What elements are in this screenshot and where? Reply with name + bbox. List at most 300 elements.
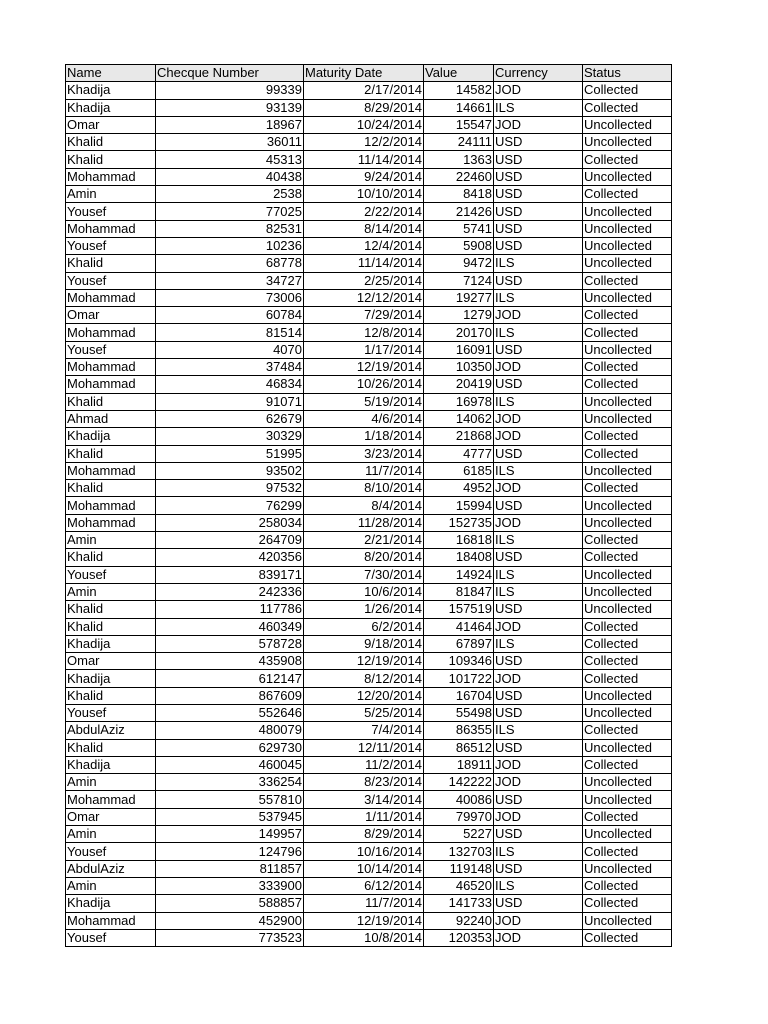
maturity-date-cell: 12/4/2014 [304,237,424,254]
cheque-number-cell: 839171 [156,566,304,583]
name-cell: Mohammad [66,220,156,237]
table-row [66,549,672,566]
cheque-number-cell: 60784 [156,307,304,324]
currency-cell: ILS [494,289,583,306]
table-row [66,220,672,237]
status-cell: Uncollected [583,739,672,756]
status-cell: Uncollected [583,237,672,254]
status-cell: Uncollected [583,220,672,237]
currency-cell: USD [494,739,583,756]
name-cell: Amin [66,532,156,549]
currency-cell: USD [494,704,583,721]
value-cell: 55498 [424,704,494,721]
value-cell: 101722 [424,670,494,687]
cheque-number-cell: 612147 [156,670,304,687]
table-body [66,82,672,947]
currency-cell: USD [494,220,583,237]
cheque-number-cell: 73006 [156,289,304,306]
currency-cell: USD [494,826,583,843]
column-header-status: Status [583,65,672,82]
maturity-date-cell: 1/17/2014 [304,341,424,358]
status-cell: Uncollected [583,704,672,721]
table-row [66,912,672,929]
maturity-date-cell: 8/14/2014 [304,220,424,237]
maturity-date-cell: 12/8/2014 [304,324,424,341]
name-cell: Yousef [66,566,156,583]
value-cell: 86512 [424,739,494,756]
value-cell: 4777 [424,445,494,462]
name-cell: Khadija [66,895,156,912]
value-cell: 5227 [424,826,494,843]
currency-cell: USD [494,341,583,358]
name-cell: Khalid [66,134,156,151]
value-cell: 142222 [424,774,494,791]
currency-cell: ILS [494,99,583,116]
value-cell: 1363 [424,151,494,168]
maturity-date-cell: 3/23/2014 [304,445,424,462]
table-row [66,445,672,462]
currency-cell: ILS [494,566,583,583]
status-cell: Collected [583,635,672,652]
table-row [66,359,672,376]
value-cell: 109346 [424,653,494,670]
currency-cell: ILS [494,583,583,600]
maturity-date-cell: 12/19/2014 [304,359,424,376]
value-cell: 21868 [424,428,494,445]
value-cell: 20170 [424,324,494,341]
currency-cell: JOD [494,670,583,687]
currency-cell: USD [494,134,583,151]
status-cell: Uncollected [583,289,672,306]
value-cell: 10350 [424,359,494,376]
cheque-number-cell: 51995 [156,445,304,462]
maturity-date-cell: 10/6/2014 [304,583,424,600]
table-row [66,635,672,652]
table-row [66,99,672,116]
maturity-date-cell: 2/21/2014 [304,532,424,549]
name-cell: Khadija [66,635,156,652]
cheque-number-cell: 2538 [156,186,304,203]
table-row [66,82,672,99]
status-cell: Uncollected [583,134,672,151]
cheque-number-cell: 460045 [156,756,304,773]
table-row [66,566,672,583]
table-row [66,929,672,946]
cheque-number-cell: 46834 [156,376,304,393]
table-row [66,722,672,739]
cheque-number-cell: 420356 [156,549,304,566]
currency-cell: USD [494,445,583,462]
status-cell: Collected [583,756,672,773]
name-cell: Khalid [66,618,156,635]
value-cell: 16091 [424,341,494,358]
column-header-currency: Currency [494,65,583,82]
name-cell: Mohammad [66,324,156,341]
maturity-date-cell: 8/20/2014 [304,549,424,566]
name-cell: AbdulAziz [66,722,156,739]
value-cell: 41464 [424,618,494,635]
maturity-date-cell: 8/23/2014 [304,774,424,791]
status-cell: Collected [583,151,672,168]
name-cell: Mohammad [66,168,156,185]
value-cell: 14582 [424,82,494,99]
currency-cell: USD [494,497,583,514]
name-cell: Mohammad [66,497,156,514]
name-cell: Khadija [66,82,156,99]
cheque-number-cell: 93139 [156,99,304,116]
status-cell: Collected [583,722,672,739]
table-row [66,653,672,670]
name-cell: Khalid [66,393,156,410]
currency-cell: ILS [494,877,583,894]
currency-cell: USD [494,653,583,670]
name-cell: Amin [66,877,156,894]
name-cell: Mohammad [66,912,156,929]
value-cell: 24111 [424,134,494,151]
status-cell: Collected [583,480,672,497]
table-row [66,289,672,306]
currency-cell: JOD [494,480,583,497]
name-cell: Mohammad [66,514,156,531]
status-cell: Uncollected [583,601,672,618]
table-row [66,203,672,220]
name-cell: Yousef [66,203,156,220]
table-row [66,410,672,427]
maturity-date-cell: 1/11/2014 [304,808,424,825]
name-cell: Khalid [66,255,156,272]
status-cell: Collected [583,324,672,341]
currency-cell: ILS [494,532,583,549]
value-cell: 14661 [424,99,494,116]
status-cell: Collected [583,877,672,894]
name-cell: Khadija [66,428,156,445]
maturity-date-cell: 10/16/2014 [304,843,424,860]
currency-cell: ILS [494,635,583,652]
status-cell: Collected [583,895,672,912]
currency-cell: JOD [494,929,583,946]
value-cell: 4952 [424,480,494,497]
table-row [66,237,672,254]
cheque-number-cell: 578728 [156,635,304,652]
name-cell: Khalid [66,480,156,497]
maturity-date-cell: 2/22/2014 [304,203,424,220]
status-cell: Uncollected [583,116,672,133]
maturity-date-cell: 7/29/2014 [304,307,424,324]
cheque-number-cell: 81514 [156,324,304,341]
status-cell: Collected [583,653,672,670]
maturity-date-cell: 11/7/2014 [304,462,424,479]
status-cell: Collected [583,99,672,116]
value-cell: 86355 [424,722,494,739]
table-row [66,687,672,704]
table-row [66,307,672,324]
cheque-number-cell: 460349 [156,618,304,635]
value-cell: 81847 [424,583,494,600]
status-cell: Uncollected [583,462,672,479]
name-cell: Mohammad [66,791,156,808]
table-row [66,826,672,843]
table-row [66,116,672,133]
maturity-date-cell: 10/8/2014 [304,929,424,946]
cheque-number-cell: 76299 [156,497,304,514]
name-cell: Khalid [66,151,156,168]
maturity-date-cell: 5/19/2014 [304,393,424,410]
status-cell: Collected [583,359,672,376]
value-cell: 5741 [424,220,494,237]
table-row [66,808,672,825]
name-cell: Khalid [66,739,156,756]
maturity-date-cell: 12/19/2014 [304,653,424,670]
status-cell: Collected [583,808,672,825]
value-cell: 14062 [424,410,494,427]
cheque-number-cell: 117786 [156,601,304,618]
value-cell: 157519 [424,601,494,618]
maturity-date-cell: 10/10/2014 [304,186,424,203]
table-row [66,462,672,479]
status-cell: Collected [583,532,672,549]
value-cell: 1279 [424,307,494,324]
name-cell: Omar [66,808,156,825]
value-cell: 120353 [424,929,494,946]
maturity-date-cell: 10/24/2014 [304,116,424,133]
status-cell: Collected [583,549,672,566]
cheque-number-cell: 18967 [156,116,304,133]
table-row [66,376,672,393]
currency-cell: ILS [494,393,583,410]
table-row [66,532,672,549]
name-cell: Khalid [66,601,156,618]
maturity-date-cell: 12/2/2014 [304,134,424,151]
cheque-number-cell: 149957 [156,826,304,843]
status-cell: Collected [583,445,672,462]
table-row [66,341,672,358]
currency-cell: USD [494,601,583,618]
currency-cell: JOD [494,359,583,376]
status-cell: Uncollected [583,791,672,808]
currency-cell: ILS [494,255,583,272]
maturity-date-cell: 7/30/2014 [304,566,424,583]
name-cell: Amin [66,774,156,791]
cheque-number-cell: 124796 [156,843,304,860]
table-row [66,255,672,272]
maturity-date-cell: 9/24/2014 [304,168,424,185]
status-cell: Uncollected [583,687,672,704]
value-cell: 152735 [424,514,494,531]
value-cell: 141733 [424,895,494,912]
cheque-number-cell: 552646 [156,704,304,721]
cheque-number-cell: 452900 [156,912,304,929]
table-row [66,583,672,600]
table-row [66,739,672,756]
currency-cell: USD [494,237,583,254]
currency-cell: USD [494,791,583,808]
maturity-date-cell: 8/4/2014 [304,497,424,514]
name-cell: Khalid [66,687,156,704]
maturity-date-cell: 12/19/2014 [304,912,424,929]
value-cell: 19277 [424,289,494,306]
cheque-number-cell: 97532 [156,480,304,497]
value-cell: 16704 [424,687,494,704]
value-cell: 22460 [424,168,494,185]
status-cell: Uncollected [583,583,672,600]
maturity-date-cell: 10/26/2014 [304,376,424,393]
currency-cell: ILS [494,722,583,739]
currency-cell: JOD [494,116,583,133]
currency-cell: JOD [494,618,583,635]
currency-cell: USD [494,151,583,168]
name-cell: Mohammad [66,462,156,479]
header-row [66,65,672,82]
currency-cell: ILS [494,462,583,479]
name-cell: Yousef [66,272,156,289]
maturity-date-cell: 2/25/2014 [304,272,424,289]
table-row [66,514,672,531]
table-row [66,774,672,791]
currency-cell: USD [494,203,583,220]
currency-cell: USD [494,272,583,289]
currency-cell: JOD [494,514,583,531]
column-header-cheque-number: Checque Number [156,65,304,82]
table-row [66,134,672,151]
currency-cell: USD [494,168,583,185]
name-cell: AbdulAziz [66,860,156,877]
status-cell: Uncollected [583,255,672,272]
value-cell: 119148 [424,860,494,877]
currency-cell: ILS [494,843,583,860]
cheque-number-cell: 435908 [156,653,304,670]
maturity-date-cell: 12/20/2014 [304,687,424,704]
status-cell: Uncollected [583,912,672,929]
maturity-date-cell: 11/28/2014 [304,514,424,531]
value-cell: 18911 [424,756,494,773]
table-row [66,393,672,410]
maturity-date-cell: 11/2/2014 [304,756,424,773]
cheque-number-cell: 629730 [156,739,304,756]
name-cell: Yousef [66,704,156,721]
value-cell: 16978 [424,393,494,410]
maturity-date-cell: 11/7/2014 [304,895,424,912]
value-cell: 92240 [424,912,494,929]
currency-cell: ILS [494,324,583,341]
cheque-number-cell: 264709 [156,532,304,549]
name-cell: Yousef [66,929,156,946]
value-cell: 132703 [424,843,494,860]
cheque-number-cell: 10236 [156,237,304,254]
status-cell: Uncollected [583,860,672,877]
currency-cell: USD [494,549,583,566]
cheque-number-cell: 45313 [156,151,304,168]
maturity-date-cell: 3/14/2014 [304,791,424,808]
cheque-number-cell: 588857 [156,895,304,912]
currency-cell: USD [494,186,583,203]
cheque-number-cell: 867609 [156,687,304,704]
name-cell: Ahmad [66,410,156,427]
status-cell: Collected [583,929,672,946]
value-cell: 40086 [424,791,494,808]
cheque-number-cell: 480079 [156,722,304,739]
currency-cell: JOD [494,912,583,929]
cheque-number-cell: 258034 [156,514,304,531]
column-header-value: Value [424,65,494,82]
name-cell: Mohammad [66,376,156,393]
name-cell: Amin [66,186,156,203]
name-cell: Omar [66,116,156,133]
status-cell: Uncollected [583,341,672,358]
status-cell: Uncollected [583,203,672,220]
table-row [66,497,672,514]
value-cell: 18408 [424,549,494,566]
status-cell: Collected [583,376,672,393]
cheque-number-cell: 242336 [156,583,304,600]
table-row [66,895,672,912]
maturity-date-cell: 2/17/2014 [304,82,424,99]
cheque-number-cell: 82531 [156,220,304,237]
cheque-number-cell: 537945 [156,808,304,825]
table-row [66,168,672,185]
currency-cell: USD [494,895,583,912]
currency-cell: JOD [494,307,583,324]
status-cell: Uncollected [583,497,672,514]
cheque-number-cell: 77025 [156,203,304,220]
value-cell: 16818 [424,532,494,549]
maturity-date-cell: 8/10/2014 [304,480,424,497]
name-cell: Khadija [66,99,156,116]
cheque-number-cell: 4070 [156,341,304,358]
column-header-maturity-date: Maturity Date [304,65,424,82]
cheque-number-cell: 91071 [156,393,304,410]
name-cell: Omar [66,653,156,670]
value-cell: 67897 [424,635,494,652]
maturity-date-cell: 10/14/2014 [304,860,424,877]
value-cell: 20419 [424,376,494,393]
table-row [66,324,672,341]
status-cell: Uncollected [583,774,672,791]
name-cell: Amin [66,826,156,843]
table-row [66,843,672,860]
currency-cell: JOD [494,756,583,773]
status-cell: Collected [583,186,672,203]
name-cell: Yousef [66,237,156,254]
maturity-date-cell: 12/12/2014 [304,289,424,306]
table-row [66,618,672,635]
name-cell: Khadija [66,670,156,687]
column-header-name: Name [66,65,156,82]
cheque-number-cell: 62679 [156,410,304,427]
status-cell: Collected [583,428,672,445]
maturity-date-cell: 1/26/2014 [304,601,424,618]
status-cell: Collected [583,618,672,635]
cheque-number-cell: 40438 [156,168,304,185]
status-cell: Collected [583,670,672,687]
cheque-number-cell: 557810 [156,791,304,808]
cheque-number-cell: 36011 [156,134,304,151]
value-cell: 79970 [424,808,494,825]
currency-cell: JOD [494,808,583,825]
value-cell: 14924 [424,566,494,583]
table-row [66,151,672,168]
table-row [66,428,672,445]
currency-cell: JOD [494,410,583,427]
table-row [66,186,672,203]
maturity-date-cell: 8/29/2014 [304,99,424,116]
cheque-number-cell: 68778 [156,255,304,272]
value-cell: 7124 [424,272,494,289]
maturity-date-cell: 1/18/2014 [304,428,424,445]
maturity-date-cell: 9/18/2014 [304,635,424,652]
table-row [66,756,672,773]
maturity-date-cell: 11/14/2014 [304,255,424,272]
table-row [66,480,672,497]
